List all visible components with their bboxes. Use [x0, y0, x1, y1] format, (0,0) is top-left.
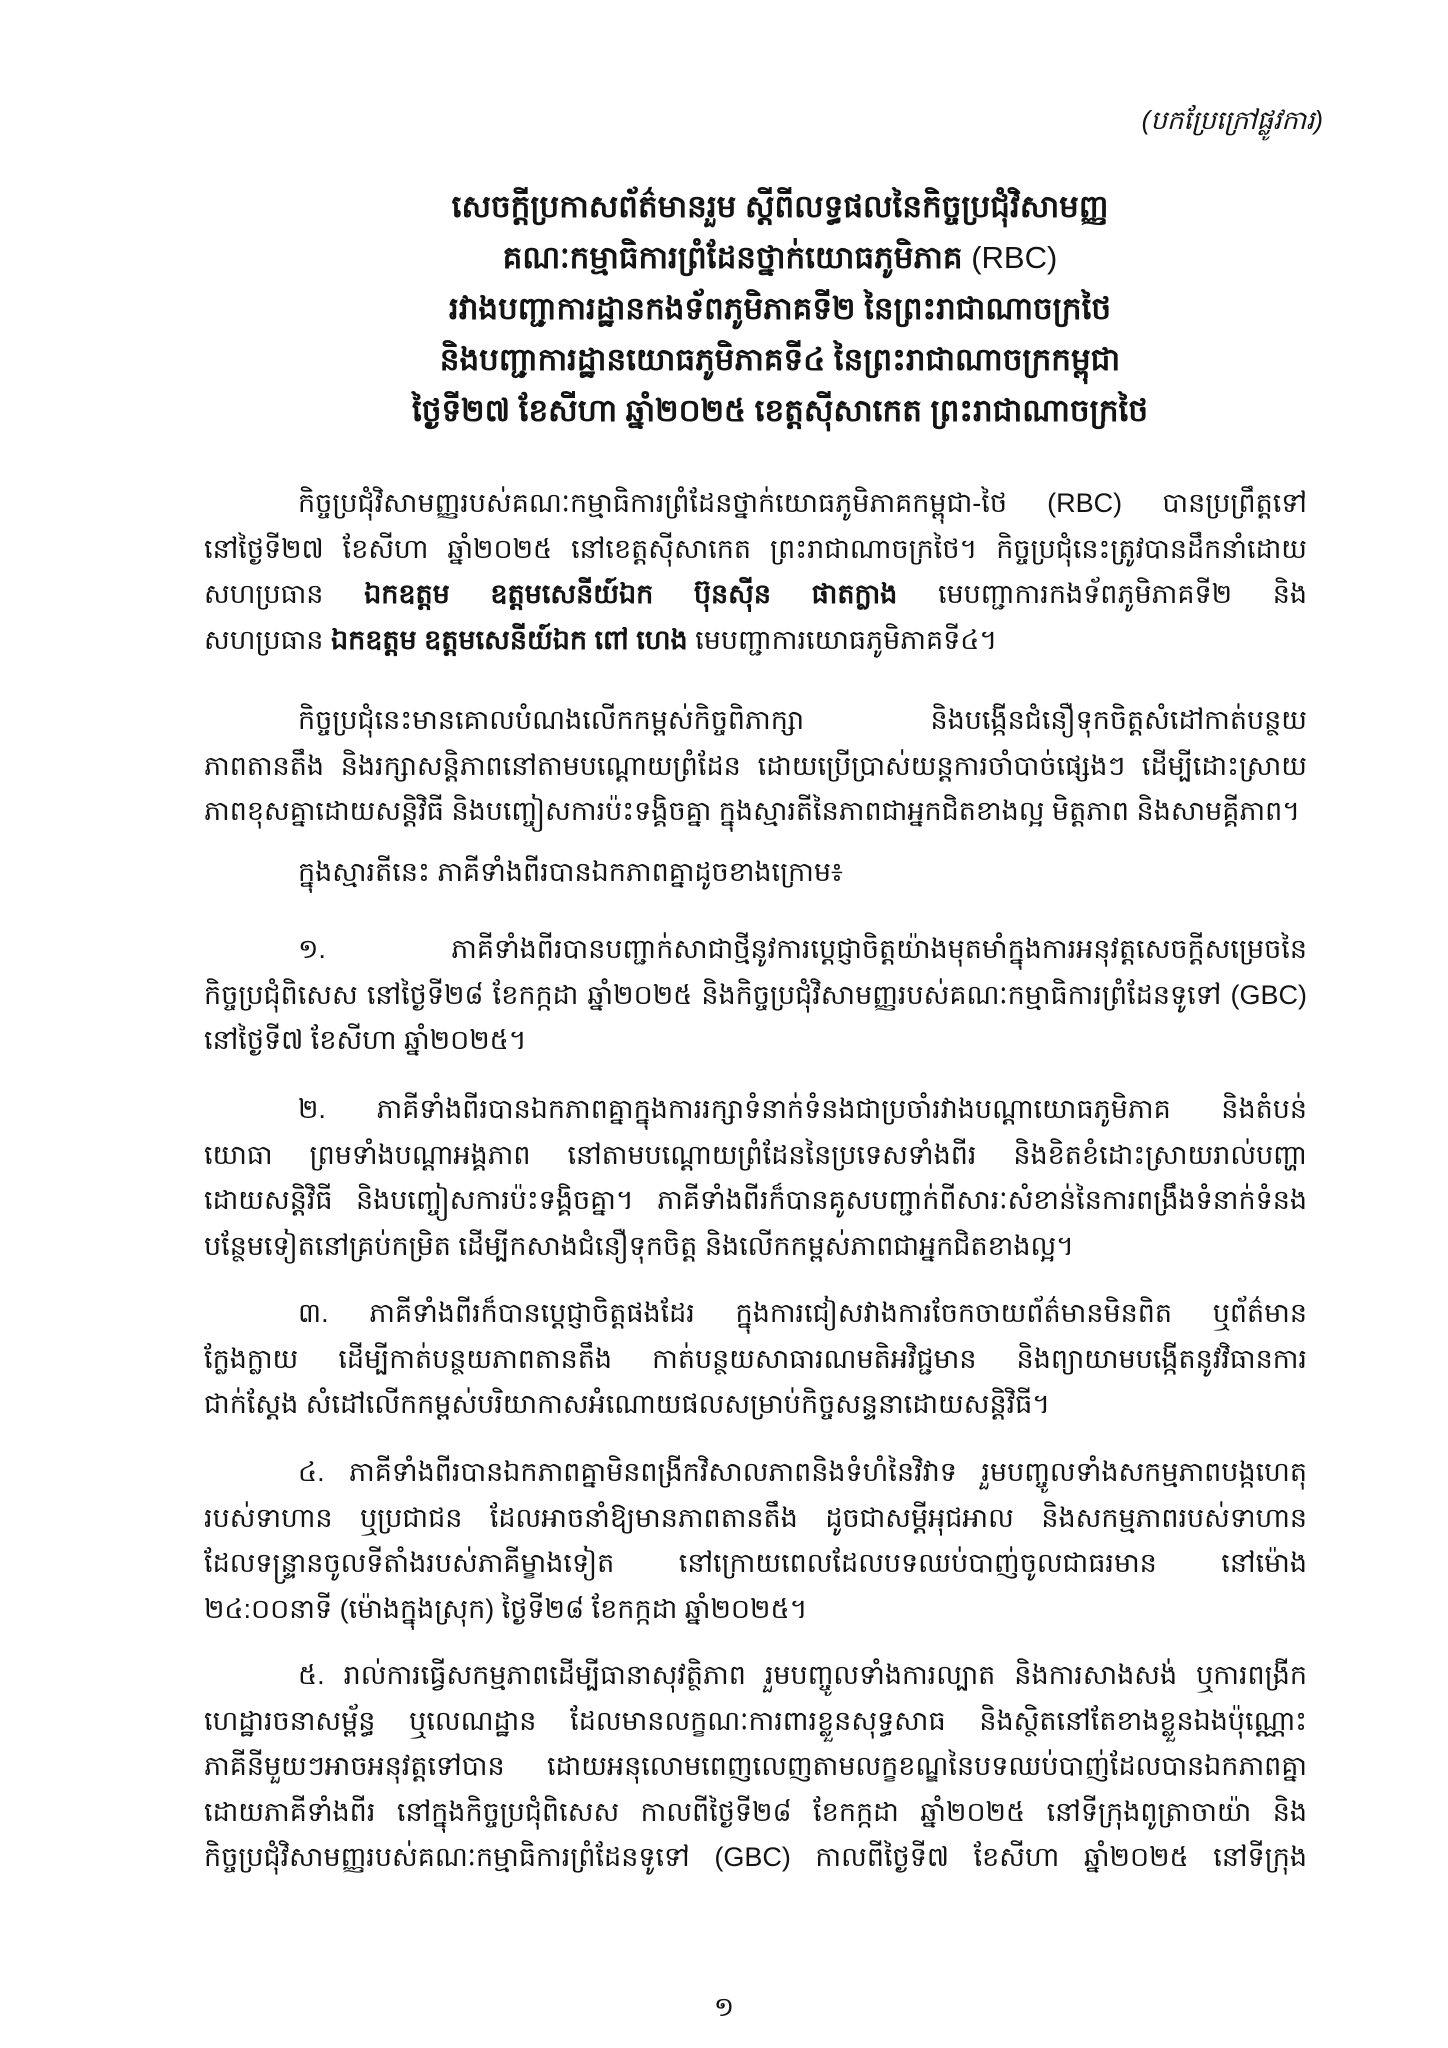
co-chair-name: ឯកឧត្តម ឧត្តមសេនីយ៍ឯក ប៊ុនស៊ីន ផាតក្លាង	[364, 579, 898, 610]
body-line: កិច្ចប្រជុំវិសាមញ្ញរបស់គណៈកម្មាធិការព្រំដែនទូទៅ (GBC) កាលពីថ្ងៃទី៧ ខែសីហា ឆ្នាំ២០២៥ នៅទីក្រុង	[204, 1842, 1307, 1873]
body-line: ជាក់ស្តែង សំដៅលើកកម្ពស់បរិយាកាសអំណោយផលសម្រាប់កិច្ចសន្ទនាដោយសន្តិវិធី។	[204, 1389, 1051, 1420]
title-line: សេចក្តីប្រកាសព័ត៌មានរួម ស្តីពីលទ្ធផលនៃកិច្ចប្រជុំវិសាមញ្ញ	[451, 189, 1109, 224]
paragraph-meeting-purpose	[204, 698, 1307, 835]
body-text: សហប្រធាន	[204, 579, 365, 610]
title-line-text: គណៈកម្មាធិការព្រំដែនថ្នាក់យោធភូមិភាគ	[502, 240, 972, 275]
title-line: និងបញ្ជាការដ្ឋានយោធភូមិភាគទី៤ នៃព្រះរាជាណាចក្រកម្ពុជា	[439, 342, 1121, 377]
body-line: ដែលទន្ទ្រានចូលទីតាំងរបស់ភាគីម្ខាងទៀត នៅក្រោយពេលដែលបទឈប់បាញ់ចូលជាធរមាន នៅម៉ោង	[204, 1548, 1307, 1579]
body-line: កិច្ចប្រជុំនេះមានគោលបំណងលើកកម្ពស់កិច្ចពិភាក្សា និងបង្កើនជំនឿទុកចិត្តសំដៅកាត់បន្ថយ	[298, 705, 1307, 735]
body-line: ក្លែងក្លាយ ដើម្បីកាត់បន្ថយភាពតានតឹង កាត់បន្ថយសាធារណមតិអវិជ្ជមាន និងព្យាយាមបង្កើតនូវវិធានការ	[204, 1343, 1307, 1374]
title-line: ថ្ងៃទី២៧ ខែសីហា ឆ្នាំ២០២៥ ខេត្តស៊ីសាកេត ព្រះរាជាណាចក្រថៃ	[411, 393, 1149, 428]
body-line: បន្ថែមទៀតនៅគ្រប់កម្រិត ដើម្បីកសាងជំនឿទុកចិត្ត និងលើកកម្ពស់ភាពជាអ្នកជិតខាងល្អ។	[204, 1230, 1074, 1261]
body-line: ៥. រាល់ការធ្វើសកម្មភាពដើម្បីធានាសុវត្ថិភាព រួមបញ្ចូលទាំងការល្បាត និងការសាងសង់ ឬការពង្រីក	[298, 1660, 1307, 1690]
body-line: ភាពតានតឹង និងរក្សាសន្តិភាពនៅតាមបណ្តោយព្រំដែន ដោយប្រើប្រាស់យន្តការចាំបាច់ផ្សេងៗ ដើម្បីដោះស្រាយ	[204, 750, 1307, 781]
title-line-code: (RBC)	[971, 240, 1058, 275]
body-text: មេបញ្ជាការកងទ័ពភូមិភាគទី២ និង	[897, 579, 1307, 610]
body-line	[204, 572, 1307, 618]
body-line: ហេដ្ឋារចនាសម្ព័ន្ធ ឬលេណដ្ឋាន ដែលមានលក្ខណៈការពារខ្លួនសុទ្ធសាធ និងស្ថិតនៅតែខាងខ្លួនឯងប៉ុណ្ណោះ	[204, 1705, 1307, 1736]
paragraph-agreement-lead	[204, 850, 1307, 896]
agreement-item-3	[204, 1291, 1307, 1428]
paragraph-meeting-intro	[204, 481, 1307, 663]
agreement-item-5	[204, 1653, 1307, 1881]
agreement-item-4	[204, 1450, 1307, 1632]
body-line: ៤. ភាគីទាំងពីរបានឯកភាពគ្នាមិនពង្រីកវិសាលភាពនិងទំហំនៃវិវាទ រួមបញ្ចូលទាំងសកម្មភាពបង្កហេតុ	[298, 1457, 1307, 1487]
body-line: ភាពខុសគ្នាដោយសន្តិវិធី និងបញ្ចៀសការប៉ះទង្គិចគ្នា ក្នុងស្មារតីនៃភាពជាអ្នកជិតខាងល្អ មិត្តភាព និងសាមគ្គីភាព។	[204, 796, 1301, 827]
body-line: ១. ភាគីទាំងពីរបានបញ្ជាក់សាជាថ្មីនូវការប្តេជ្ញាចិត្តយ៉ាងមុតមាំក្នុងការអនុវត្តសេចក្តីសម្រេចនៃ	[298, 934, 1307, 964]
document-title	[244, 181, 1316, 436]
body-line: នៅថ្ងៃទី៧ ខែសីហា ឆ្នាំ២០២៥។	[204, 1025, 527, 1056]
agreement-item-2	[204, 1087, 1307, 1269]
body-line: ៣. ភាគីទាំងពីរក៏បានប្តេជ្ញាចិត្តផងដែរ ក្នុងការជៀសវាងការចែកចាយព័ត៌មានមិនពិត ឬព័ត៌មាន	[298, 1298, 1307, 1328]
body-line: ដោយសន្តិវិធី និងបញ្ចៀសការប៉ះទង្គិចគ្នា។ ភាគីទាំងពីរក៏បានគូសបញ្ជាក់ពីសារៈសំខាន់នៃការពង្រឹងទំនាក់ទំនង	[204, 1185, 1307, 1216]
page-number: ១	[713, 1992, 735, 2022]
body-text: មេបញ្ជាការយោធភូមិភាគទី៤។	[687, 624, 998, 655]
title-line	[244, 232, 1316, 283]
body-line: កិច្ចប្រជុំវិសាមញ្ញរបស់គណៈកម្មាធិការព្រំដែនថ្នាក់យោធភូមិភាគកម្ពុជា-ថៃ (RBC) បានប្រព្រឹត្តទៅ	[298, 488, 1307, 518]
body-line	[204, 618, 1307, 664]
body-line: កិច្ចប្រជុំពិសេស នៅថ្ងៃទី២៨ ខែកក្កដា ឆ្នាំ២០២៥ និងកិច្ចប្រជុំវិសាមញ្ញរបស់គណៈកម្មាធិការព្រំដែនទូទៅ (GBC)	[204, 979, 1307, 1010]
body-line: ២៤:០០នាទី (ម៉ោងក្នុងស្រុក) ថ្ងៃទី២៨ ខែកក្កដា ឆ្នាំ២០២៥។	[204, 1593, 808, 1624]
body-line: យោធា ព្រមទាំងបណ្តាអង្គភាព នៅតាមបណ្តោយព្រំដែននៃប្រទេសទាំងពីរ និងខិតខំដោះស្រាយរាល់បញ្ហា	[204, 1139, 1307, 1170]
body-text: សហប្រធាន	[204, 624, 331, 655]
title-line: រវាងបញ្ជាការដ្ឋានកងទ័ពភូមិភាគទី២ នៃព្រះរាជាណាចក្រថៃ	[448, 291, 1112, 326]
body-line: ដោយភាគីទាំងពីរ នៅក្នុងកិច្ចប្រជុំពិសេស កាលពីថ្ងៃទី២៨ ខែកក្កដា ឆ្នាំ២០២៥ នៅទីក្រុងពូត្រាចាយ៉ា និង	[204, 1796, 1307, 1827]
body-line: ភាគីនីមួយៗអាចអនុវត្តទៅបាន ដោយអនុលោមពេញលេញតាមលក្ខខណ្ឌនៃបទឈប់បាញ់ដែលបានឯកភាពគ្នា	[204, 1751, 1307, 1782]
co-chair-name: ឯកឧត្តម ឧត្តមសេនីយ៍ឯក ពៅ ហេង	[330, 624, 688, 655]
body-line: ក្នុងស្មារតីនេះ ភាគីទាំងពីរបានឯកភាពគ្នាដូចខាងក្រោម៖	[298, 857, 843, 887]
agreement-item-1	[204, 927, 1307, 1064]
body-line: ២. ភាគីទាំងពីរបានឯកភាពគ្នាក្នុងការរក្សាទំនាក់ទំនងជាប្រចាំរវាងបណ្តាយោធភូមិភាគ និងតំបន់	[298, 1094, 1307, 1124]
body-line: នៅថ្ងៃទី២៧ ខែសីហា ឆ្នាំ២០២៥ នៅខេត្តស៊ីសាកេត ព្រះរាជាណាចក្រថៃ។ កិច្ចប្រជុំនេះត្រូវបានដឹកនាំដោយ	[204, 533, 1307, 564]
body-line: របស់ទាហាន ឬប្រជាជន ដែលអាចនាំឱ្យមានភាពតានតឹង ដូចជាសម្តីអុជអាល និងសកម្មភាពរបស់ទាហាន	[204, 1502, 1307, 1533]
translation-note: (បកប្រែក្រៅផ្លូវការ)	[1141, 105, 1323, 135]
